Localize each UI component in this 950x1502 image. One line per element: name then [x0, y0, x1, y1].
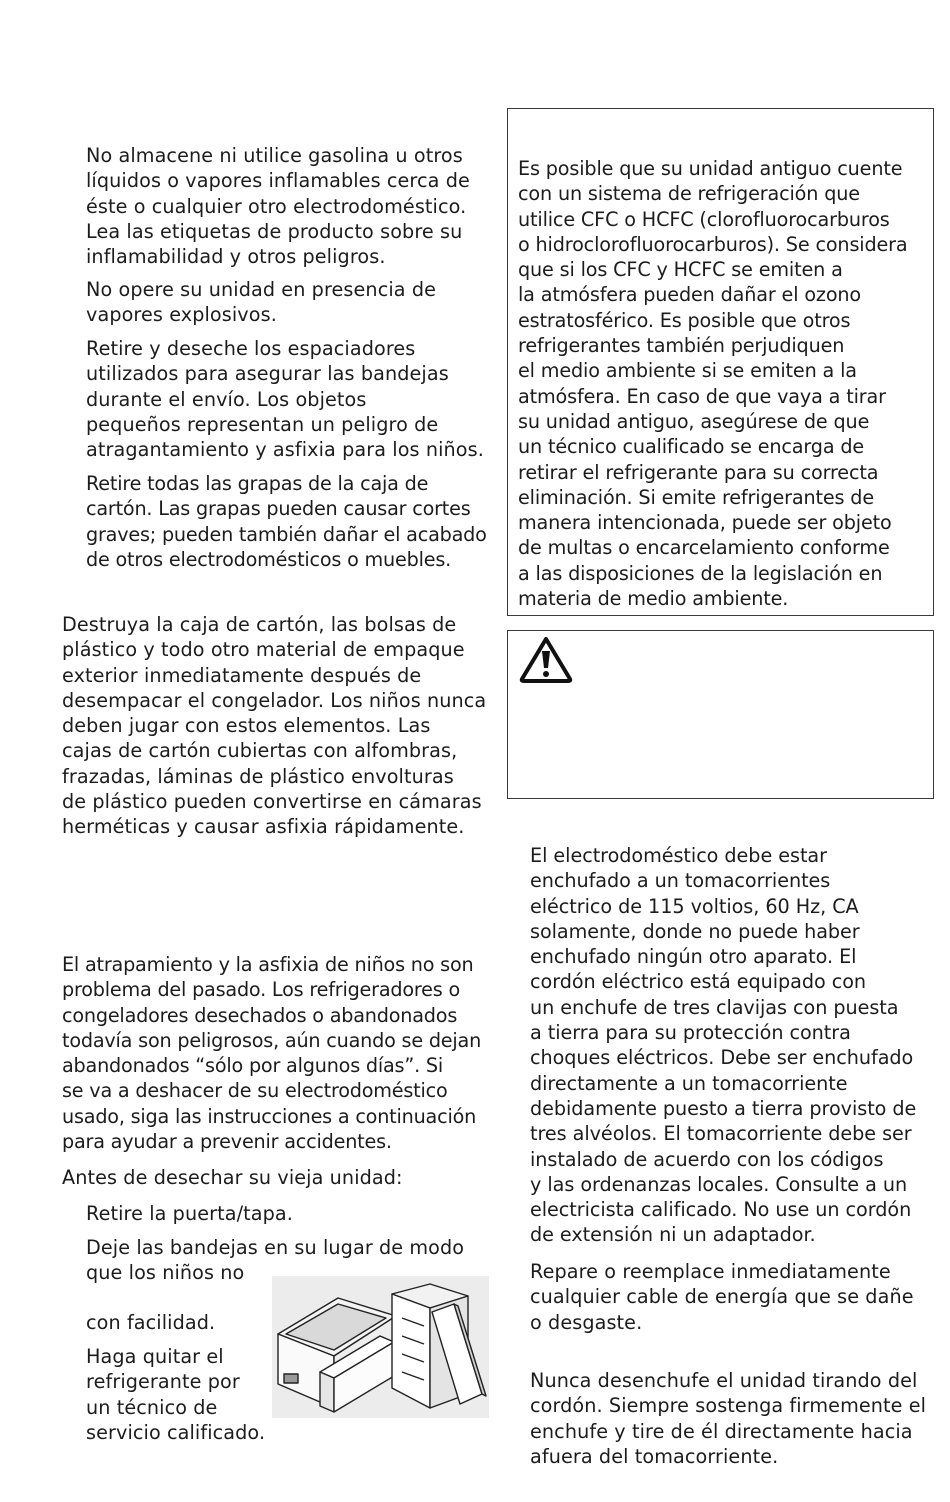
freezer-illustration-svg — [272, 1276, 489, 1418]
electrical-requirements-paragraph: El electrodoméstico debe estar enchufado a un tomacorrientes eléctrico de 115 voltios, 60 Hz, CA solamente, donde no puede haber enchufado ningún otro aparato. El cordón eléctrico está equipado con un enchufe de tres clavijas con puesta a tierra para su protección contra choques eléctricos. Debe ser enchufado directamente a un tomacorriente debidamente puesto a tierra provisto de tres alvéolos. El tomacorriente debe ser instalado de acuerdo con los códigos y las ordenanzas locales. Consulte a un electricista calificado. No use un cordón de extensión ni un adaptador. — [530, 844, 917, 1247]
safety-bullet-staples: Retire todas las grapas de la caja de cartón. Las grapas pueden causar cortes graves; pueden también dañar el acabado de otros electrodomésticos o muebles. — [86, 472, 487, 571]
refrigerant-notice-text: Es posible que su unidad antiguo cuente con un sistema de refrigeración que utilice CFC o HCFC (clorofluorocarburos o hidroclorofluorocarburos). Se considera que si los CFC y HCFC se emiten a la atmósfera pueden dañar el ozono estratosférico. Es posible que otros refrigerantes también perjudiquen el medio ambiente si se emiten a la atmósfera. En caso de que vaya a tirar su unidad antiguo, asegúrese de que un técnico cualificado se encarga de retirar el refrigerante para su correcta eliminación. Si emite refrigerantes de manera intencionada, puede ser objeto de multas o encarcelamiento conforme a las disposiciones de la legislación en materia de medio ambiente. — [518, 157, 908, 611]
unplug-instructions-paragraph: Nunca desenchufe el unidad tirando del cordón. Siempre sostenga firmemente el enchufe y tire de él directamente hacia afuera del tomacorriente. — [530, 1369, 927, 1468]
warning-triangle-icon — [518, 634, 574, 688]
warning-triangle-svg — [518, 634, 574, 684]
freezer-door-removal-illustration — [272, 1276, 489, 1418]
before-disposal-heading: Antes de desechar su vieja unidad: — [62, 1166, 403, 1189]
disposal-step-leave-shelves: Deje las bandejas en su lugar de modo que los niños no — [86, 1236, 465, 1285]
entrapment-paragraph: El atrapamiento y la asfixia de niños no son problema del pasado. Los refrigeradores o congeladores desechados o abandonados todavía son peligrosos, aún cuando se dejan abandonados “sólo por algunos días”. Si se va a deshacer de su electrodoméstico usado, siga las instrucciones a continuación para ayudar a prevenir accidentes. — [62, 953, 482, 1154]
power-cord-repair-paragraph: Repare o reemplace inmediatamente cualquier cable de energía que se dañe o desgaste. — [530, 1260, 914, 1334]
disposal-step-refrigerant: Haga quitar el refrigerante por un técnico de servicio calificado. — [86, 1345, 266, 1444]
safety-bullet-spacers: Retire y deseche los espaciadores utilizados para asegurar las bandejas durante el envío. Los objetos pequeños representan un peligro de atragantamiento y asfixia para los niños. — [86, 337, 484, 462]
disposal-step-easily: con facilidad. — [86, 1311, 216, 1334]
safety-bullet-gasoline: No almacene ni utilice gasolina u otros líquidos o vapores inflamables cerca de éste o cualquier otro electrodoméstico. Lea las etiquetas de producto sobre su inflamabilidad y otros peligros. — [86, 144, 470, 269]
safety-bullet-explosive-vapors: No opere su unidad en presencia de vapores explosivos. — [86, 278, 437, 327]
packaging-paragraph: Destruya la caja de cartón, las bolsas de plástico y todo otro material de empaque exterior inmediatamente después de desempacar el congelador. Los niños nunca deben jugar con estos elementos. Las cajas de cartón cubiertas con alfombras, frazadas, láminas de plástico envolturas de plástico pueden convertirse en cámaras herméticas y causar asfixia rápidamente. — [62, 613, 487, 839]
disposal-step-remove-door: Retire la puerta/tapa. — [86, 1202, 293, 1225]
